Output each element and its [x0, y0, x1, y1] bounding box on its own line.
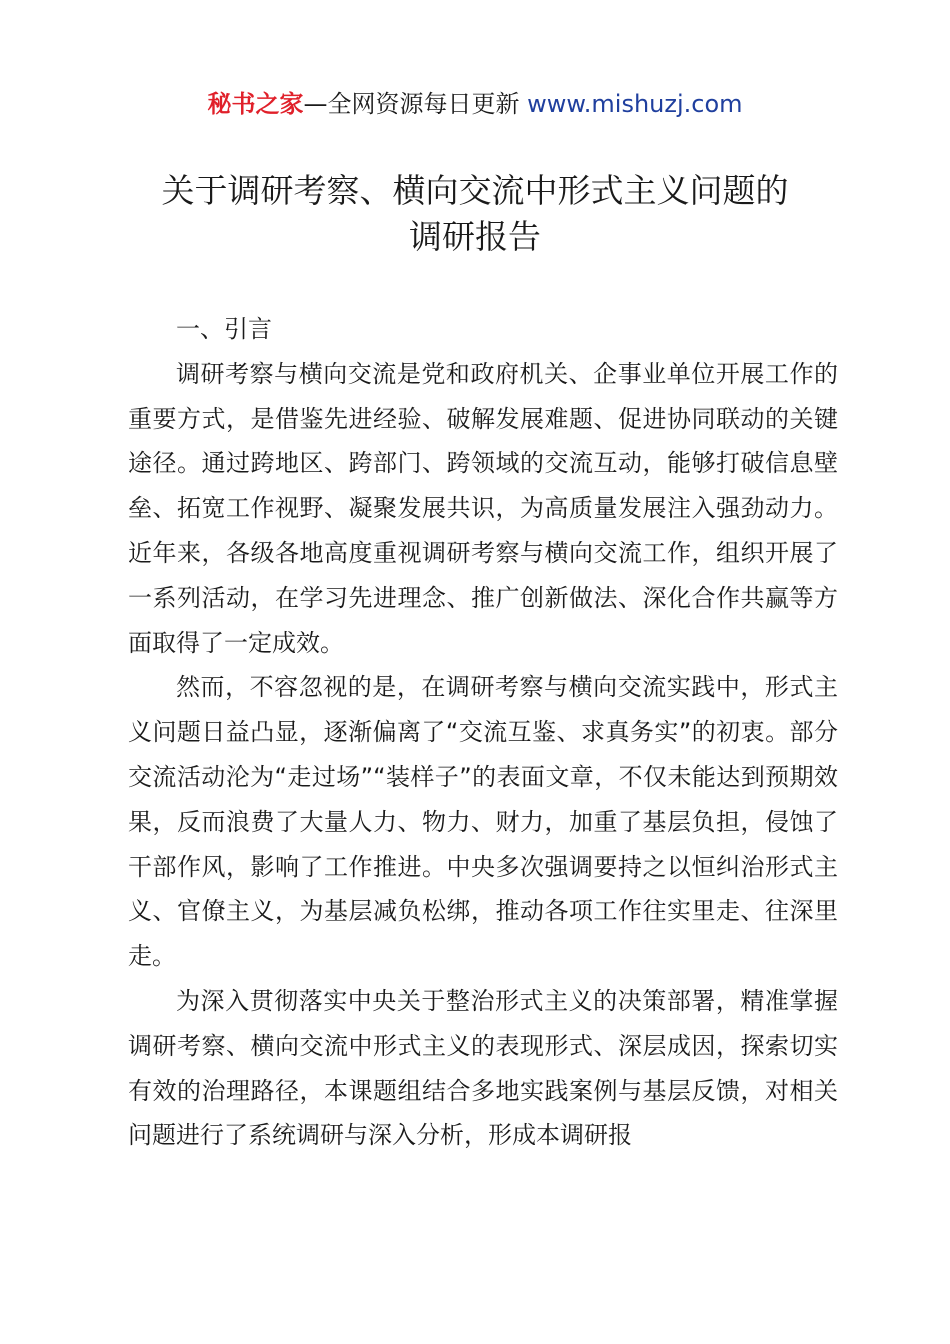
- site-url-link[interactable]: www.mishuzj.com: [527, 90, 743, 118]
- section-heading-introduction: 一、引言: [176, 315, 272, 343]
- document-title: [100, 168, 850, 260]
- title-line-2: 调研报告: [409, 217, 541, 256]
- document-body: [128, 307, 838, 1158]
- paragraph-1: 调研考察与横向交流是党和政府机关、企事业单位开展工作的重要方式，是借鉴先进经验、破解发展难题、促进协同联动的关键途径。通过跨地区、跨部门、跨领域的交流互动，能够打破信息壁垒、拓宽工作视野、凝聚发展共识，为高质量发展注入强劲动力。近年来，各级各地高度重视调研考察与横向交流工作，组织开展了一系列活动，在学习先进理念、推广创新做法、深化合作共赢等方面取得了一定成效。: [128, 359, 838, 657]
- paragraph-2: 然而，不容忽视的是，在调研考察与横向交流实践中，形式主义问题日益凸显，逐渐偏离了“交流互鉴、求真务实”的初衷。部分交流活动沦为“走过场”“装样子”的表面文章，不仅未能达到预期效果，反而浪费了大量人力、物力、财力，加重了基层负担，侵蚀了干部作风，影响了工作推进。中央多次强调要持之以恒纠治形式主义、官僚主义，为基层减负松绑，推动各项工作往实里走、往深里走。: [128, 673, 838, 971]
- site-header: [0, 86, 950, 122]
- brand-name: 秘书之家: [207, 90, 304, 118]
- header-slogan: —全网资源每日更新: [303, 90, 528, 118]
- title-line-1: 关于调研考察、横向交流中形式主义问题的: [161, 171, 789, 210]
- paragraph-3: 为深入贯彻落实中央关于整治形式主义的决策部署，精准掌握调研考察、横向交流中形式主义的表现形式、深层成因，探索切实有效的治理路径，本课题组结合多地实践案例与基层反馈，对相关问题进行了系统调研与深入分析，形成本调研报: [128, 986, 838, 1150]
